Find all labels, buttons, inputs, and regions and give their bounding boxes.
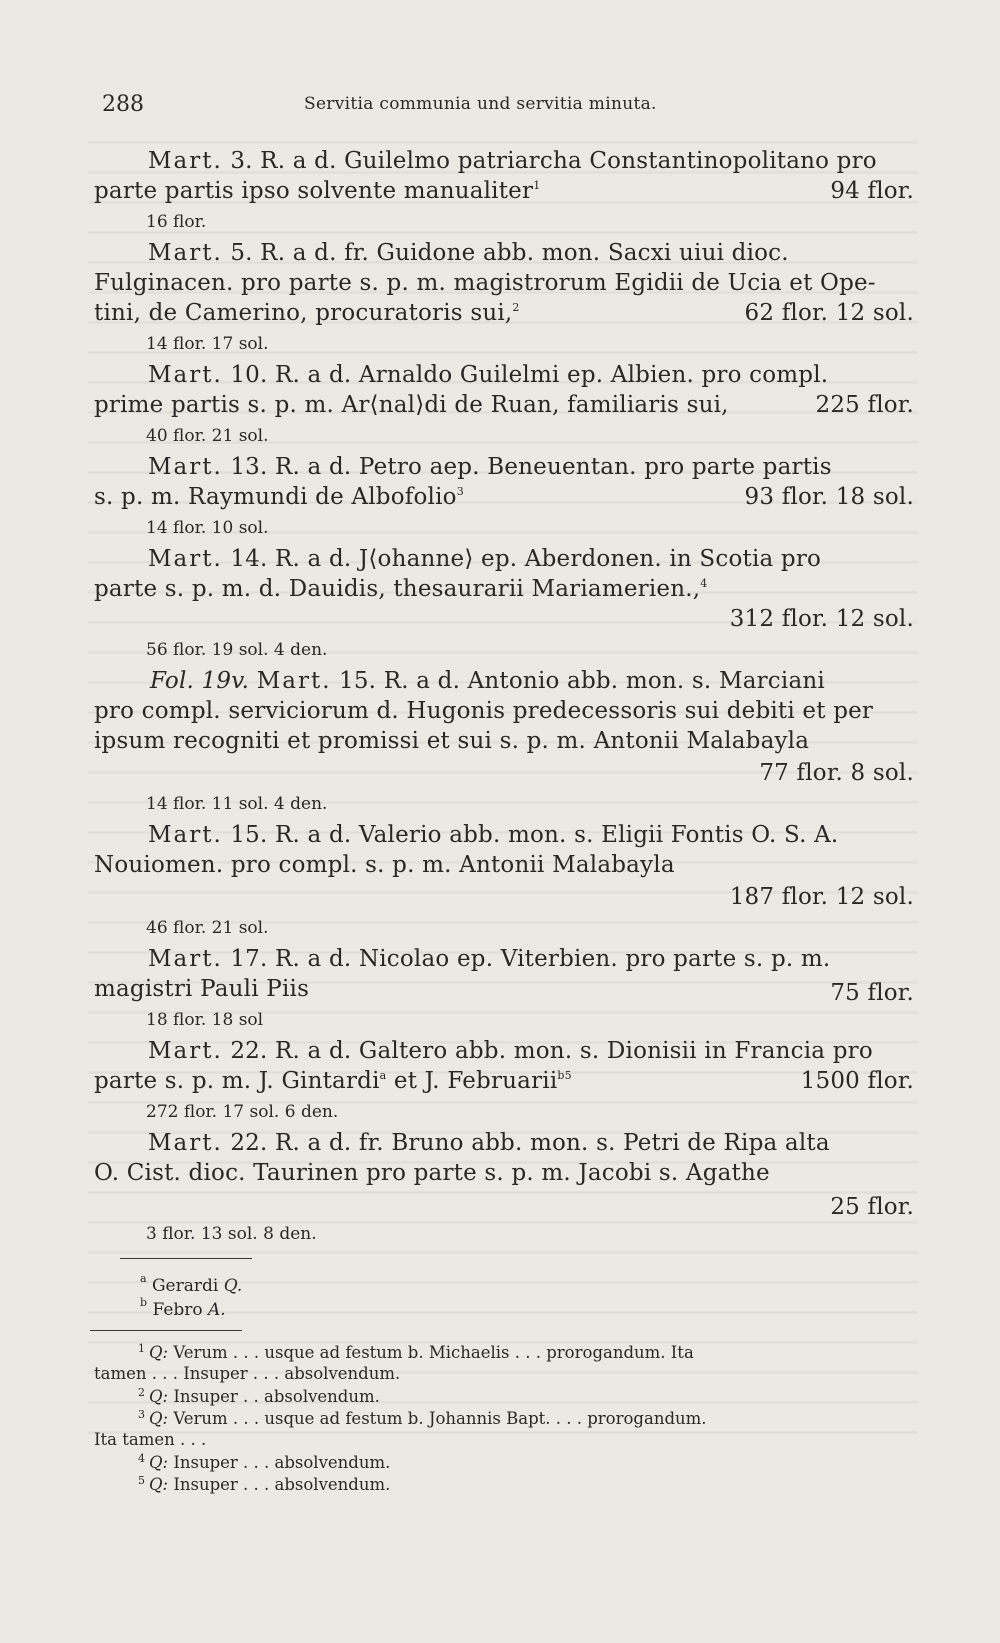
amount: 1500 flor. [800,1068,914,1094]
apparatus-rule [120,1258,252,1259]
minor-servitium: 14 flor. 11 sol. 4 den. [146,794,328,814]
page-number: 288 [102,92,144,117]
entry-line: Mart. 14. R. a d. J⟨ohanne⟩ ep. Aberdonen. in Scotia pro [148,546,822,572]
amount: 75 flor. [830,980,914,1006]
page-header [102,92,902,120]
entry-line: O. Cist. dioc. Taurinen pro parte s. p. m. Jacobi s. Agathe [94,1160,770,1186]
entry-line: Mart. 17. R. a d. Nicolao ep. Viterbien. pro parte s. p. m. [148,946,831,972]
entry-line: Mart. 22. R. a d. fr. Bruno abb. mon. s. Petri de Ripa alta [148,1130,830,1156]
entry-line: magistri Pauli Piis 75 flor. [94,976,914,1006]
entry-line: ipsum recogniti et promissi et sui s. p. m. Antonii Malabayla [94,728,810,754]
amount: 62 flor. 12 sol. [744,300,914,326]
footnote: $^5$ Q: Insuper . . . absolvendum. [138,1474,391,1494]
entry-line: parte s. p. m. d. Dauidis, thesaurarii Mariamerien.,$^4$ [94,576,708,602]
entry-line: Mart. 5. R. a d. fr. Guidone abb. mon. Sacxi uiui dioc. [148,240,789,266]
footnote-continuation: tamen . . . Insuper . . . absolvendum. [94,1364,401,1383]
amount: 187 flor. 12 sol. [729,884,914,910]
entry-line: Mart. 15. R. a d. Valerio abb. mon. s. Eligii Fontis O. S. A. [148,822,839,848]
footnote: $^4$ Q: Insuper . . . absolvendum. [138,1452,391,1472]
entry-line: Fol. 19v. Mart. 15. R. a d. Antonio abb. mon. s. Marciani [150,668,825,694]
footnote-continuation: Ita tamen . . . [94,1430,207,1449]
minor-servitium: 18 flor. 18 sol [146,1010,264,1030]
entry-line: tini, de Camerino, procuratoris sui,$^2$ 62 flor. 12 sol. [94,300,914,326]
entry-line: parte s. p. m. J. Gintardi$^a$ et J. Februarii$^{b5}$ 1500 flor. [94,1068,914,1094]
minor-servitium: 56 flor. 19 sol. 4 den. [146,640,328,660]
minor-servitium: 14 flor. 17 sol. [146,334,269,354]
entry-line: Mart. 10. R. a d. Arnaldo Guilelmi ep. Albien. pro compl. [148,362,829,388]
amount: 25 flor. [830,1194,914,1220]
entry-line: Mart. 22. R. a d. Galtero abb. mon. s. Dionisii in Francia pro [148,1038,873,1064]
minor-servitium: 16 flor. [146,212,207,232]
entry-line: Mart. 13. R. a d. Petro aep. Beneuentan. pro parte partis [148,454,832,480]
amount: 312 flor. 12 sol. [729,606,914,632]
amount: 225 flor. [815,392,914,418]
footnote: $^2$ Q: Insuper . . absolvendum. [138,1386,380,1406]
minor-servitium: 272 flor. 17 sol. 6 den. [146,1102,339,1122]
footnote: $^3$ Q: Verum . . . usque ad festum b. Johannis Bapt. . . . prorogandum. [138,1408,707,1428]
folio-marker: Fol. 19v. [150,668,250,694]
minor-servitium: 14 flor. 10 sol. [146,518,269,538]
variant-note: $^b$ Febro A. [140,1296,226,1320]
amount: 94 flor. [830,178,914,204]
running-title: Servitia communia und servitia minuta. [304,94,657,114]
entry-line: s. p. m. Raymundi de Albofolio$^3$ 93 flor. 18 sol. [94,484,914,510]
minor-servitium: 46 flor. 21 sol. [146,918,269,938]
entry-line: pro compl. serviciorum d. Hugonis predecessoris sui debiti et per [94,698,874,724]
minor-servitium: 40 flor. 21 sol. [146,426,269,446]
entry-line: prime partis s. p. m. Ar⟨nal⟩di de Ruan, familiaris sui, 225 flor. [94,392,914,418]
minor-servitium: 3 flor. 13 sol. 8 den. [146,1224,317,1244]
amount: 77 flor. 8 sol. [759,760,914,786]
amount: 93 flor. 18 sol. [744,484,914,510]
entry-line: parte partis ipso solvente manualiter$^1$ 94 flor. [94,178,914,204]
entry-line: Fulginacen. pro parte s. p. m. magistrorum Egidii de Ucia et Ope- [94,270,876,296]
footnote-rule [90,1330,242,1331]
entry-line: Mart. 3. R. a d. Guilelmo patriarcha Constantinopolitano pro [148,148,877,174]
footnote: $^1$ Q: Verum . . . usque ad festum b. Michaelis . . . prorogandum. Ita [138,1342,694,1362]
entry-line: Nouiomen. pro compl. s. p. m. Antonii Malabayla [94,852,675,878]
variant-note: $^a$ Gerardi Q. [140,1272,243,1296]
